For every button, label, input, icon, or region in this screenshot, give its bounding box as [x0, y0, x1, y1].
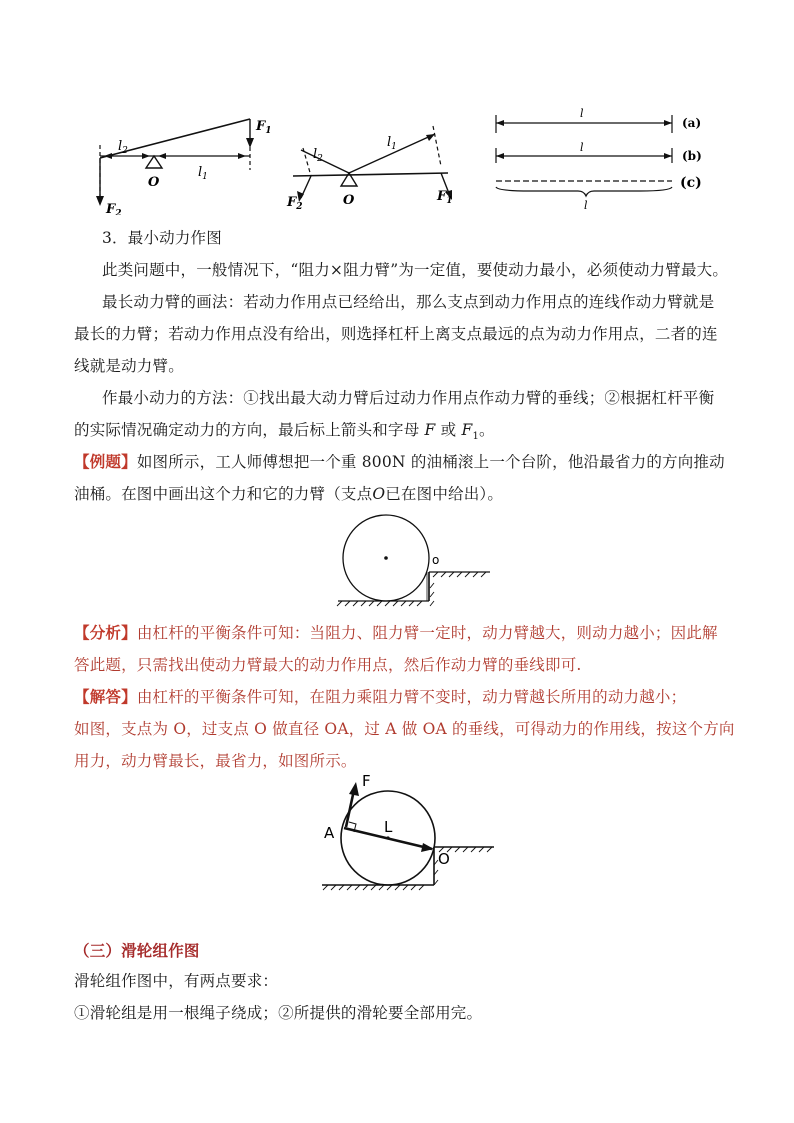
- section3-title: 3．最小动力作图: [102, 229, 222, 247]
- lever1-l2-label: $l_2$: [118, 139, 128, 156]
- arm-notation-diagram: [490, 103, 715, 213]
- pulley-p1: 滑轮组作图中，有两点要求：: [74, 972, 279, 990]
- lever-diagram-2: [283, 118, 463, 213]
- notation-b-label: (b): [682, 149, 702, 163]
- notation-l-b: l: [580, 141, 584, 154]
- answer-fig-a-label: A: [324, 824, 335, 842]
- lever2-f2-label: $F_2$: [287, 195, 303, 212]
- answer-line1: 【解答】由杠杆的平衡条件可知，在阻力乘阻力臂不变时，动力臂越长所用的动力越小；: [74, 687, 687, 706]
- lever2-l1-label: $l_1$: [387, 135, 397, 152]
- notation-a-label: (a): [682, 116, 702, 130]
- lever2-f1-label: $F_1$: [437, 189, 453, 206]
- lever1-f1-label: $F_1$: [256, 119, 272, 136]
- answer-line2: 如图，支点为 O，过支点 O 做直径 OA，过 A 做 OA 的垂线，可得动力的作用线，按这个方向: [74, 720, 735, 738]
- barrel-center-dot: [384, 556, 388, 560]
- example-line1: 【例题】如图所示，工人师傅想把一个重 800N 的油桶滚上一个台阶，他沿最省力的方向推动: [74, 452, 725, 471]
- section3-p3-line1: 作最小动力的方法：①找出最大动力臂后过动力作用点作动力臂的垂线；②根据杠杆平衡: [102, 389, 715, 407]
- example-tag: 【例题】: [74, 452, 137, 471]
- notation-l-c: l: [584, 199, 588, 212]
- notation-c-label: (c): [680, 175, 702, 191]
- lever2-pivot-label: O: [343, 193, 355, 208]
- lever1-pivot-label: O: [148, 175, 160, 190]
- barrel-step-diagram: [334, 512, 494, 608]
- lever2-l2-label: $l_2$: [313, 147, 323, 164]
- example-line2: 油桶。在图中画出这个力和它的力臂（支点O已在图中给出）。: [74, 485, 504, 503]
- analysis-line1: 【分析】由杠杆的平衡条件可知：当阻力、阻力臂一定时，动力臂越大，则动力越小；因此解: [74, 623, 718, 642]
- example-fig-o-label: o: [432, 553, 440, 567]
- pulley-section-title: （三）滑轮组作图: [74, 941, 200, 960]
- answer-line3: 用力，动力臂最长，最省力，如图所示。: [74, 752, 357, 770]
- section3-p1: 此类问题中，一般情况下，“阻力×阻力臂”为一定值，要使动力最小，必须使动力臂最大。: [102, 261, 729, 279]
- notation-l-a: l: [580, 107, 584, 120]
- pulley-p2: ①滑轮组是用一根绳子绕成；②所提供的滑轮要全部用完。: [74, 1004, 483, 1022]
- section3-p2-line3: 线就是动力臂。: [74, 357, 184, 375]
- lever1-f2-label: $F_2$: [106, 202, 122, 215]
- answer-fig-o-label: O: [438, 850, 450, 868]
- analysis-line2: 答此题，只需找出使动力臂最大的动力作用点，然后作动力臂的垂线即可.: [74, 656, 582, 674]
- analysis-tag: 【分析】: [74, 623, 137, 642]
- section3-p3-line2: 的实际情况确定动力的方向，最后标上箭头和字母 F 或 $F_1$。: [74, 421, 495, 443]
- section3-p2-line2: 最长的力臂；若动力作用点没有给出，则选择杠杆上离支点最远的点为动力作用点，二者的连: [74, 325, 718, 343]
- answer-fig-l-label: L: [384, 818, 393, 836]
- lever1-l1-label: $l_1$: [198, 165, 208, 182]
- answer-diagram: [316, 770, 498, 894]
- section3-p2-line1: 最长动力臂的画法：若动力作用点已经给出，那么支点到动力作用点的连线作动力臂就是: [102, 293, 715, 311]
- lever-diagram-1: [88, 110, 278, 215]
- answer-fig-f-label: F: [362, 772, 371, 790]
- answer-tag: 【解答】: [74, 687, 137, 706]
